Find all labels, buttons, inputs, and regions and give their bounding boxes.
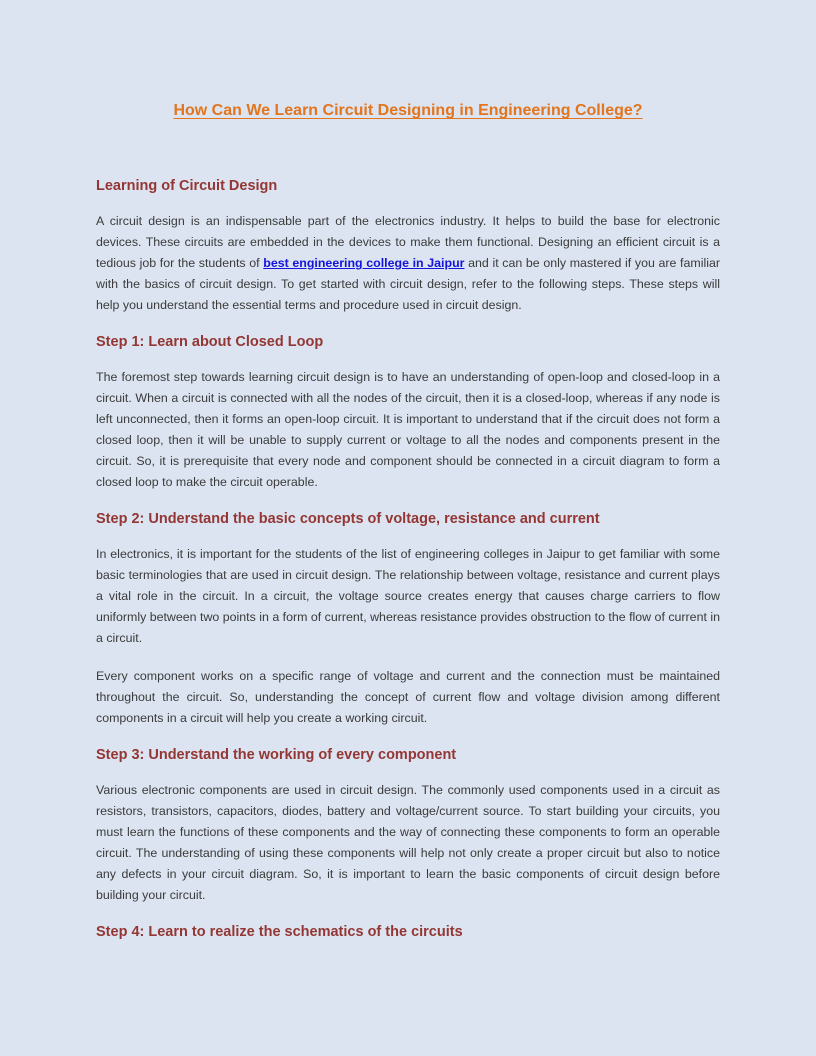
step-2-heading: Step 2: Understand the basic concepts of voltage, resistance and current bbox=[96, 511, 600, 527]
step-4-heading: Step 4: Learn to realize the schematics of the circuits bbox=[96, 924, 463, 940]
section-step-3 bbox=[96, 746, 720, 906]
step-3-paragraph: Various electronic components are used in circuit design. The commonly used components used in a circuit as resistors, transistors, capacitors, diodes, battery and voltage/current source. To start building your circuits, you must learn the functions of these components and the way of connecting these components to form an operable circuit. The understanding of using these components will help not only create a proper circuit but also to notice any defects in your circuit diagram. So, it is important to learn the basic components of circuit design before building your circuit. bbox=[96, 783, 720, 902]
learning-section-heading: Learning of Circuit Design bbox=[96, 178, 278, 194]
step-2-paragraph-1: In electronics, it is important for the students of the list of engineering colleges in Jaipur to get familiar with some basic terminologies that are used in circuit design. The relationship between voltage, resistance and current plays a vital role in the circuit. In a circuit, the voltage source creates energy that causes charge carriers to flow uniformly between two points in a form of current, whereas resistance provides obstruction to the flow of current in a circuit. bbox=[96, 547, 720, 645]
intro-paragraph-after-link: and it can be only mastered if you are familiar with the basics of circuit design. To get started with circuit design, refer to the following steps. These steps will help you understand the essential terms and procedure used in circuit design. bbox=[96, 256, 720, 312]
section-step-2 bbox=[96, 510, 720, 729]
page-title: How Can We Learn Circuit Designing in Engineering College? bbox=[173, 102, 643, 119]
jaipur-college-link[interactable]: best engineering college in Jaipur bbox=[263, 256, 465, 270]
intro-paragraph bbox=[96, 211, 720, 316]
section-step-4 bbox=[96, 923, 720, 941]
step-3-heading: Step 3: Understand the working of every component bbox=[96, 747, 457, 763]
section-step-1 bbox=[96, 333, 720, 493]
section-learning-of-circuit-design bbox=[96, 177, 720, 316]
intro-paragraph-before-link: A circuit design is an indispensable part of the electronics industry. It helps to build the base for electronic devices. These circuits are embedded in the devices to make them functional. Designing an efficient circuit is a tedious job for the students of bbox=[96, 214, 720, 270]
step-1-heading: Step 1: Learn about Closed Loop bbox=[96, 334, 324, 350]
step-2-paragraph-2: Every component works on a specific range of voltage and current and the connection must be maintained throughout the circuit. So, understanding the concept of current flow and voltage division among different components in a circuit will help you create a working circuit. bbox=[96, 669, 720, 725]
step-1-paragraph: The foremost step towards learning circuit design is to have an understanding of open-loop and closed-loop in a circuit. When a circuit is connected with all the nodes of the circuit, then it is a closed-loop, whereas if any node is left unconnected, then it forms an open-loop circuit. It is important to understand that if the circuit does not form a closed loop, then it will be unable to supply current or voltage to all the nodes and components present in the circuit. So, it is prerequisite that every node and component should be connected in a circuit diagram to form a closed loop to make the circuit operable. bbox=[96, 370, 720, 489]
